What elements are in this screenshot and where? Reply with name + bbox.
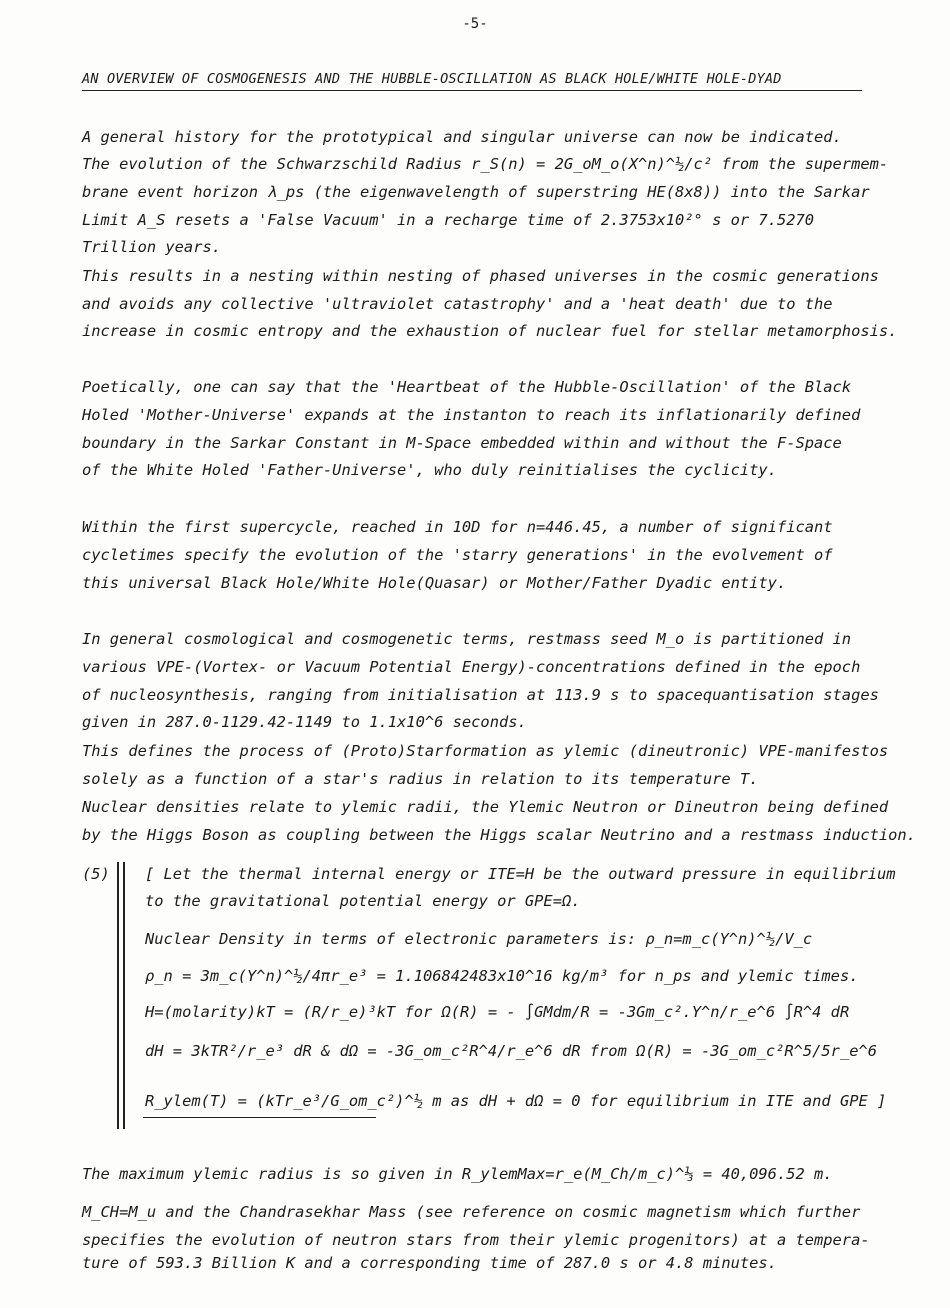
text-line: solely as a function of a star's radius in relation to its temperature T. <box>82 770 759 788</box>
formula-bar-right <box>123 862 125 1129</box>
text-line: brane event horizon λ_ps (the eigenwavelength of superstring HE(8x8)) into the Sarkar <box>82 183 870 201</box>
text-line: ture of 593.3 Billion K and a corresponding time of 287.0 s or 4.8 minutes. <box>82 1254 777 1272</box>
text-line: Within the first supercycle, reached in 10D for n=446.45, a number of significant <box>82 518 833 536</box>
text-line: cycletimes specify the evolution of the 'starry generations' in the evolvement of <box>82 546 833 564</box>
formula-line: H=(molarity)kT = (R/r_e)³kT for Ω(R) = - ∫GMdm/R = -3Gm_c².Y^n/r_e^6 ∫R^4 dR <box>145 1003 850 1021</box>
section-title: AN OVERVIEW OF COSMOGENESIS AND THE HUBBLE-OSCILLATION AS BLACK HOLE/WHITE HOLE-DYAD <box>82 71 782 87</box>
text-line: Trillion years. <box>82 238 221 256</box>
formula-number: (5) <box>82 865 110 883</box>
ylem-radius-underline <box>143 1117 376 1118</box>
formula-line: Nuclear Density in terms of electronic parameters is: ρ_n=m_c(Y^n)^½/V_c <box>145 930 813 948</box>
text-line: In general cosmological and cosmogenetic terms, restmass seed M_o is partitioned in <box>82 630 852 648</box>
text-line: this universal Black Hole/White Hole(Quasar) or Mother/Father Dyadic entity. <box>82 574 787 592</box>
text-line: given in 287.0-1129.42-1149 to 1.1x10^6 seconds. <box>82 713 527 731</box>
text-line: Holed 'Mother-Universe' expands at the instanton to reach its inflationarily defined <box>82 406 861 424</box>
title-underline <box>82 90 862 91</box>
formula-line: R_ylem(T) = (kTr_e³/G_om_c²)^½ m as dH + dΩ = 0 for equilibrium in ITE and GPE ] <box>145 1092 887 1110</box>
text-line: boundary in the Sarkar Constant in M-Space embedded within and without the F-Space <box>82 434 842 452</box>
text-line: Limit A_S resets a 'False Vacuum' in a recharge time of 2.3753x10²° s or 7.5270 <box>82 211 815 229</box>
formula-line: dH = 3kTR²/r_e³ dR & dΩ = -3G_om_c²R^4/r_e^6 dR from Ω(R) = -3G_om_c²R^5/5r_e^6 <box>145 1042 878 1060</box>
text-line: This defines the process of (Proto)Starformation as ylemic (dineutronic) VPE-manifestos <box>82 742 889 760</box>
text-line: various VPE-(Vortex- or Vacuum Potential Energy)-concentrations defined in the epoch <box>82 658 861 676</box>
text-line: and avoids any collective 'ultraviolet catastrophy' and a 'heat death' due to the <box>82 295 833 313</box>
text-line: of the White Holed 'Father-Universe', who duly reinitialises the cyclicity. <box>82 461 777 479</box>
text-line: Poetically, one can say that the 'Heartbeat of the Hubble-Oscillation' of the Black <box>82 378 852 396</box>
text-line: M_CH=M_u and the Chandrasekhar Mass (see reference on cosmic magnetism which further <box>82 1203 861 1221</box>
text-line: of nucleosynthesis, ranging from initialisation at 113.9 s to spacequantisation stages <box>82 686 879 704</box>
formula-line: to the gravitational potential energy or GPE=Ω. <box>145 892 581 910</box>
text-line: This results in a nesting within nesting of phased universes in the cosmic generations <box>82 267 879 285</box>
text-line: Nuclear densities relate to ylemic radii, the Ylemic Neutron or Dineutron being defined <box>82 798 889 816</box>
formula-bar-left <box>117 862 119 1129</box>
text-line: increase in cosmic entropy and the exhaustion of nuclear fuel for stellar metamorphosis. <box>82 322 898 340</box>
text-line: by the Higgs Boson as coupling between the Higgs scalar Neutrino and a restmass induction. <box>82 826 916 844</box>
text-line: The maximum ylemic radius is so given in R_ylemMax=r_e(M_Ch/m_c)^⅓ = 40,096.52 m. <box>82 1165 833 1183</box>
text-line: specifies the evolution of neutron stars from their ylemic progenitors) at a tempera- <box>82 1231 870 1249</box>
formula-line: ρ_n = 3m_c(Y^n)^½/4πr_e³ = 1.106842483x10^16 kg/m³ for n_ps and ylemic times. <box>145 967 859 985</box>
formula-line: [ Let the thermal internal energy or ITE=H be the outward pressure in equilibrium <box>145 865 896 883</box>
page-number: -5- <box>462 16 488 32</box>
text-line: The evolution of the Schwarzschild Radius r_S(n) = 2G_oM_o(X^n)^½/c² from the supermem- <box>82 155 889 173</box>
text-line: A general history for the prototypical and singular universe can now be indicated. <box>82 128 842 146</box>
